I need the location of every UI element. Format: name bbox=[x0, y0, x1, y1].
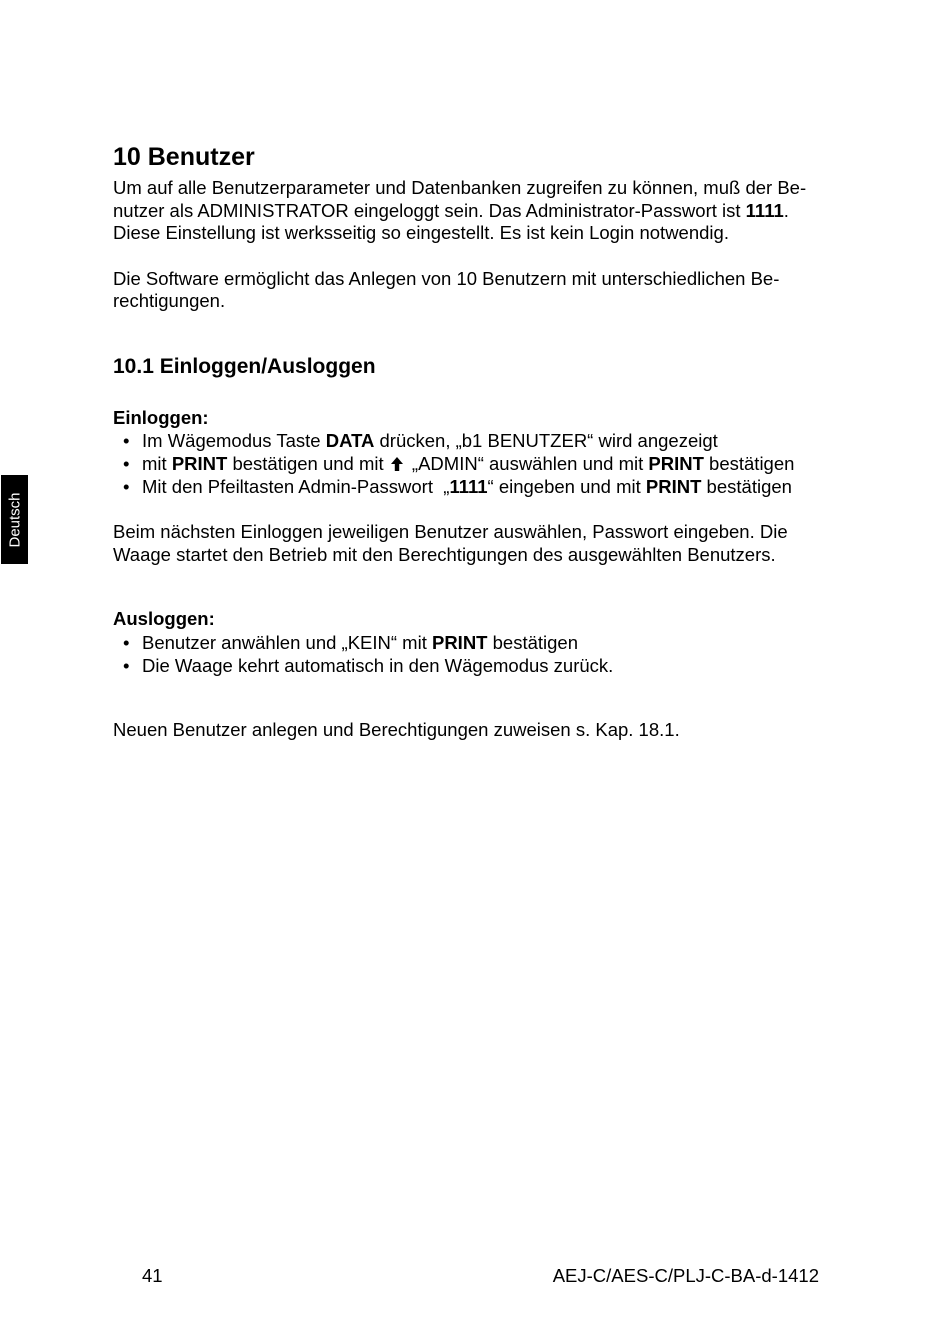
software-paragraph bbox=[113, 268, 833, 313]
bullet-icon: • bbox=[123, 430, 130, 451]
step-text: drücken, „b1 BENUTZER“ wird angezeigt bbox=[374, 430, 718, 451]
login-heading: Einloggen: bbox=[113, 406, 209, 428]
key-name: PRINT bbox=[645, 476, 702, 497]
key-name: PRINT bbox=[648, 453, 704, 474]
step-text: „ADMIN“ auswählen und mit bbox=[406, 453, 649, 474]
intro-paragraph bbox=[113, 177, 833, 245]
login-steps-list bbox=[113, 429, 833, 498]
step-text: bestätigen bbox=[487, 631, 578, 653]
intro-line-2-pre: nutzer als ADMINISTRATOR eingeloggt sein. Das Administrator-Passwort ist bbox=[113, 199, 746, 221]
intro-line-3: Diese Einstellung ist werksseitig so eingestellt. Es ist kein Login notwendig. bbox=[113, 222, 729, 243]
password-value: 1111 bbox=[449, 476, 488, 497]
admin-password: 1111 bbox=[745, 199, 784, 221]
bullet-icon: • bbox=[123, 453, 130, 474]
language-tab bbox=[1, 475, 28, 564]
step-text: bestätigen bbox=[703, 453, 795, 474]
logout-steps-list bbox=[113, 631, 833, 677]
intro-line-1: Um auf alle Benutzerparameter und Datenbanken zugreifen zu können, muß der Be- bbox=[113, 177, 807, 198]
next-login-line-1: Beim nächsten Einloggen jeweiligen Benutzer auswählen, Passwort eingeben. Die bbox=[113, 521, 788, 542]
page-content bbox=[113, 140, 833, 741]
key-name: DATA bbox=[325, 430, 375, 451]
list-item bbox=[113, 429, 833, 452]
bullet-icon: • bbox=[123, 654, 130, 676]
intro-line-2-post: . bbox=[783, 199, 789, 221]
step-text: bestätigen und mit bbox=[227, 453, 389, 474]
bullet-icon: • bbox=[123, 631, 130, 653]
bullet-icon: • bbox=[123, 476, 130, 497]
document-id: AEJ-C/AES-C/PLJ-C-BA-d-1412 bbox=[552, 1265, 819, 1286]
key-name: PRINT bbox=[431, 631, 488, 653]
page-number: 41 bbox=[142, 1265, 163, 1286]
step-text: “ eingeben und mit bbox=[487, 476, 646, 497]
list-item bbox=[113, 452, 833, 475]
chapter-title: 10 Benutzer bbox=[113, 143, 255, 171]
step-text: bestätigen bbox=[701, 476, 792, 497]
list-item bbox=[113, 654, 833, 677]
step-text: Die Waage kehrt automatisch in den Wägemodus zurück. bbox=[142, 654, 614, 676]
key-name: PRINT bbox=[171, 453, 228, 474]
list-item bbox=[113, 631, 833, 654]
step-text: Im Wägemodus Taste bbox=[142, 430, 326, 451]
step-text: Mit den Pfeiltasten Admin-Passwort „ bbox=[142, 476, 450, 497]
arrow-up-icon bbox=[390, 456, 404, 472]
step-text: Benutzer anwählen und „KEIN“ mit bbox=[142, 631, 432, 653]
next-login-paragraph bbox=[113, 521, 833, 566]
language-tab-label: Deutsch bbox=[6, 491, 23, 548]
section-title: 10.1 Einloggen/Ausloggen bbox=[113, 354, 376, 378]
list-item bbox=[113, 475, 833, 498]
closing-paragraph: Neuen Benutzer anlegen und Berechtigungen zuweisen s. Kap. 18.1. bbox=[113, 718, 680, 740]
software-line-1: Die Software ermöglicht das Anlegen von 10 Benutzern mit unterschiedlichen Be- bbox=[113, 267, 780, 289]
next-login-line-2: Waage startet den Betrieb mit den Berechtigungen des ausgewählten Benutzers. bbox=[113, 543, 776, 565]
software-line-2: rechtigungen. bbox=[113, 290, 226, 311]
step-text: mit bbox=[142, 453, 172, 474]
logout-heading: Ausloggen: bbox=[113, 608, 215, 629]
